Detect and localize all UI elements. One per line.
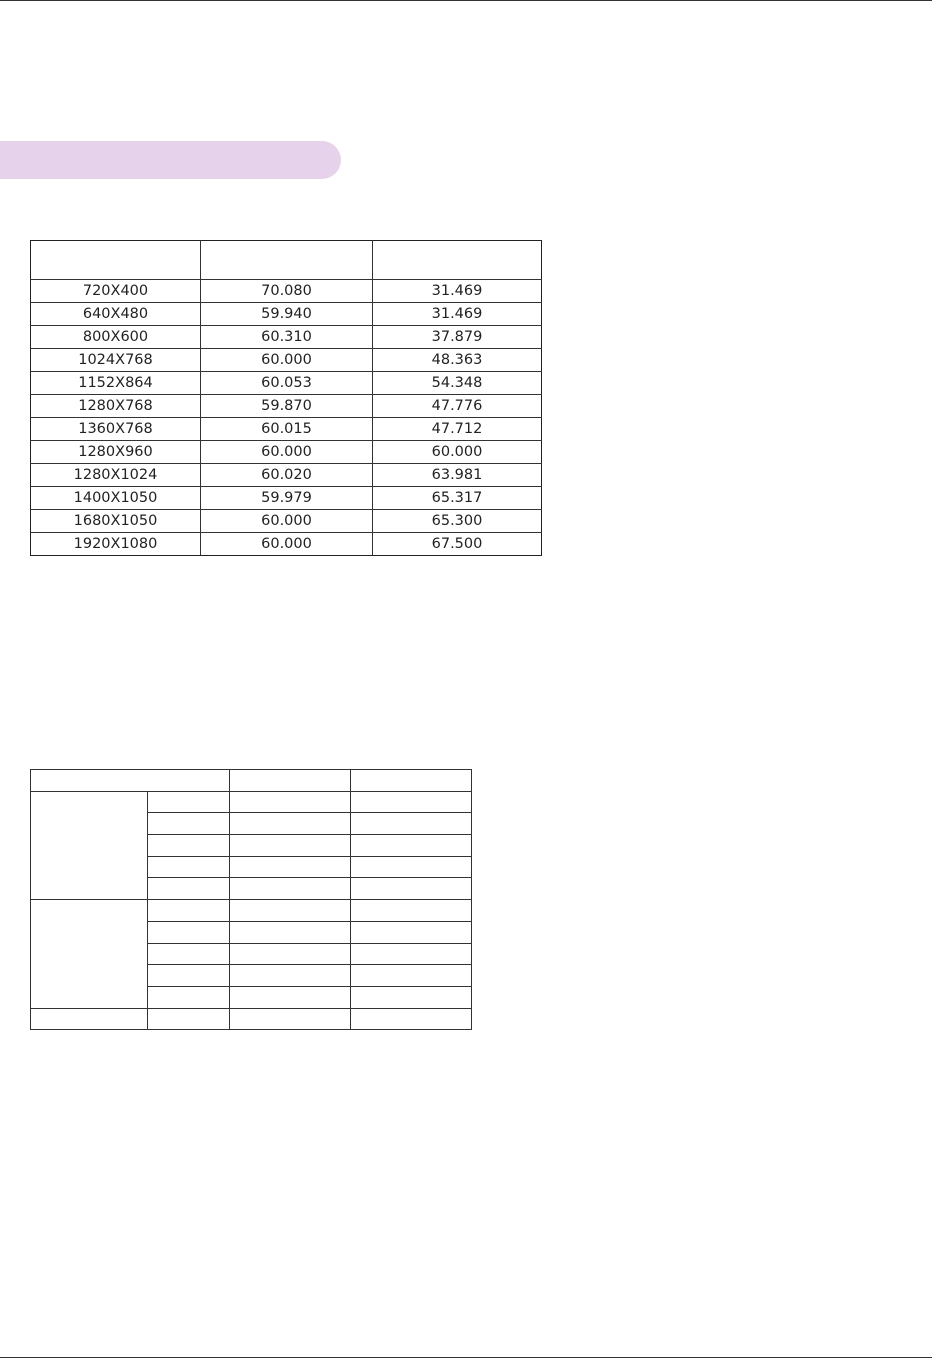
- horizontal-frequency-cell: 54.348: [373, 372, 542, 395]
- grid-cell: [351, 986, 472, 1008]
- grid-cell: [148, 921, 230, 943]
- grid-cell: [351, 813, 472, 835]
- resolution-cell: 1152X864: [31, 372, 201, 395]
- header-cell: [201, 241, 373, 280]
- grid-row: [31, 1008, 472, 1030]
- grid-group-cell: [31, 900, 148, 1008]
- grid-cell: [230, 965, 351, 987]
- horizontal-frequency-cell: 47.712: [373, 418, 542, 441]
- resolution-cell: 1400X1050: [31, 487, 201, 510]
- grid-cell: [351, 878, 472, 900]
- bottom-rule: [0, 1357, 932, 1358]
- grid-cell: [148, 986, 230, 1008]
- table-row: [31, 303, 542, 326]
- header-cell: [31, 241, 201, 280]
- grid-cell: [148, 1008, 230, 1030]
- grid-cell: [230, 900, 351, 922]
- grid-cell: [230, 856, 351, 878]
- resolution-cell: 1920X1080: [31, 533, 201, 556]
- grid-cell: [351, 1008, 472, 1030]
- vertical-frequency-cell: 60.000: [201, 510, 373, 533]
- table-row: [31, 510, 542, 533]
- grid-cell: [351, 921, 472, 943]
- top-rule: [0, 0, 932, 1]
- grid-cell: [351, 835, 472, 857]
- grid-cell: [148, 791, 230, 813]
- empty-grid-table: [30, 769, 472, 1030]
- resolution-cell: 1680X1050: [31, 510, 201, 533]
- grid-cell: [148, 900, 230, 922]
- grid-cell: [351, 943, 472, 965]
- table-row: [31, 280, 542, 303]
- resolution-cell: 1024X768: [31, 349, 201, 372]
- grid-cell: [31, 1008, 148, 1030]
- horizontal-frequency-cell: 37.879: [373, 326, 542, 349]
- table-row: [31, 533, 542, 556]
- table-row: [31, 418, 542, 441]
- vertical-frequency-cell: 60.015: [201, 418, 373, 441]
- horizontal-frequency-cell: 63.981: [373, 464, 542, 487]
- table-header-row: [31, 241, 542, 280]
- grid-group-cell: [31, 791, 148, 899]
- table-row: [31, 487, 542, 510]
- grid-row: [31, 900, 472, 922]
- horizontal-frequency-cell: 60.000: [373, 441, 542, 464]
- resolution-cell: 720X400: [31, 280, 201, 303]
- vertical-frequency-cell: 60.000: [201, 349, 373, 372]
- grid-cell: [230, 943, 351, 965]
- vertical-frequency-cell: 60.000: [201, 533, 373, 556]
- vertical-frequency-cell: 60.020: [201, 464, 373, 487]
- vertical-frequency-cell: 59.979: [201, 487, 373, 510]
- grid-cell: [148, 878, 230, 900]
- grid-cell: [230, 770, 351, 792]
- resolution-cell: 1280X768: [31, 395, 201, 418]
- grid-cell: [148, 943, 230, 965]
- horizontal-frequency-cell: 65.300: [373, 510, 542, 533]
- table-row: [31, 372, 542, 395]
- grid-cell: [230, 921, 351, 943]
- table-row: [31, 349, 542, 372]
- grid-cell: [351, 900, 472, 922]
- grid-cell: [351, 965, 472, 987]
- section-heading-bar: [0, 141, 341, 179]
- grid-cell: [148, 965, 230, 987]
- grid-cell: [230, 791, 351, 813]
- horizontal-frequency-cell: 31.469: [373, 303, 542, 326]
- table-row: [31, 464, 542, 487]
- vertical-frequency-cell: 60.000: [201, 441, 373, 464]
- grid-cell: [230, 835, 351, 857]
- resolution-cell: 800X600: [31, 326, 201, 349]
- grid-cell: [148, 835, 230, 857]
- resolution-cell: 1280X1024: [31, 464, 201, 487]
- vertical-frequency-cell: 59.940: [201, 303, 373, 326]
- horizontal-frequency-cell: 31.469: [373, 280, 542, 303]
- vertical-frequency-cell: 60.053: [201, 372, 373, 395]
- grid-cell: [351, 791, 472, 813]
- grid-cell: [230, 1008, 351, 1030]
- resolution-cell: 1360X768: [31, 418, 201, 441]
- grid-row: [31, 791, 472, 813]
- vertical-frequency-cell: 59.870: [201, 395, 373, 418]
- vertical-frequency-cell: 70.080: [201, 280, 373, 303]
- grid-cell: [230, 813, 351, 835]
- grid-cell: [351, 770, 472, 792]
- horizontal-frequency-cell: 65.317: [373, 487, 542, 510]
- header-cell: [373, 241, 542, 280]
- table-row: [31, 441, 542, 464]
- resolution-table: [30, 240, 542, 556]
- grid-cell: [148, 856, 230, 878]
- table-row: [31, 395, 542, 418]
- grid-cell: [230, 986, 351, 1008]
- grid-cell: [230, 878, 351, 900]
- horizontal-frequency-cell: 47.776: [373, 395, 542, 418]
- grid-cell: [351, 856, 472, 878]
- grid-cell: [148, 813, 230, 835]
- horizontal-frequency-cell: 67.500: [373, 533, 542, 556]
- grid-header-row: [31, 770, 472, 792]
- table-row: [31, 326, 542, 349]
- horizontal-frequency-cell: 48.363: [373, 349, 542, 372]
- resolution-cell: 640X480: [31, 303, 201, 326]
- grid-cell: [31, 770, 230, 792]
- resolution-cell: 1280X960: [31, 441, 201, 464]
- vertical-frequency-cell: 60.310: [201, 326, 373, 349]
